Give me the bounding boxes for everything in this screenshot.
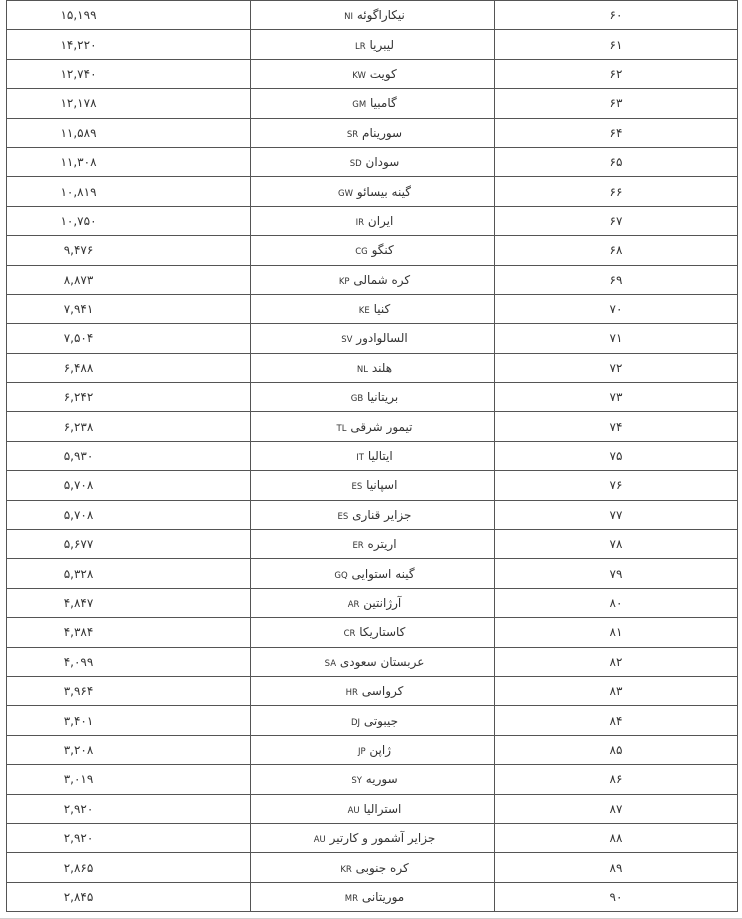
country-name: اسپانیا [366,478,398,493]
table-row [7,1,738,30]
rank-number: ۶۲ [609,66,623,81]
country-cell [251,177,495,206]
rank-cell [495,265,738,294]
country-code: CR [343,629,356,640]
value-text: ۱۲,۱۷۸ [60,96,97,111]
country-code: GW [338,188,354,199]
country-code: NL [356,364,369,375]
value-cell [7,588,251,617]
table-row [7,118,738,147]
table-row [7,471,738,500]
rank-number: ۶۶ [609,184,623,199]
country-code: GQ [334,570,348,581]
rank-cell [495,412,738,441]
rank-cell [495,206,738,235]
country-cell [251,530,495,559]
country-cell [251,500,495,529]
value-text: ۳,۹۶۴ [63,684,94,699]
rank-cell [495,471,738,500]
country-cell [251,559,495,588]
value-cell [7,882,251,911]
rank-number: ۶۳ [609,96,623,111]
value-cell [7,177,251,206]
value-cell [7,441,251,470]
rank-number: ۸۲ [609,654,623,669]
value-text: ۱۴,۲۲۰ [60,37,97,52]
rank-number: ۹۰ [609,889,623,904]
rank-cell [495,559,738,588]
value-text: ۷,۵۰۴ [63,331,94,346]
rank-number: ۶۵ [609,155,623,170]
country-code: SY [351,776,362,787]
country-cell [251,412,495,441]
country-name: تیمور شرقی [350,419,413,434]
value-text: ۶,۲۳۸ [63,419,94,434]
value-text: ۴,۰۹۹ [63,654,94,669]
country-code: LR [355,41,366,52]
data-table-container [6,0,737,912]
country-name: کره جنوبی [355,860,409,875]
rank-number: ۸۷ [609,801,623,816]
country-code: ER [352,541,364,552]
value-cell [7,823,251,852]
rank-number: ۷۵ [609,449,623,464]
rank-cell [495,618,738,647]
table-row [7,706,738,735]
table-row [7,559,738,588]
rank-cell [495,530,738,559]
rank-cell [495,118,738,147]
rank-number: ۶۹ [609,272,623,287]
country-code: SR [346,129,359,140]
rank-cell [495,676,738,705]
country-code: AU [347,805,360,816]
country-name: کنگو [371,243,394,258]
rank-cell [495,383,738,412]
country-code: ES [351,482,363,493]
value-cell [7,89,251,118]
rank-cell [495,706,738,735]
country-code: ES [337,511,349,522]
table-row [7,30,738,59]
table-row [7,500,738,529]
rank-number: ۷۸ [609,537,623,552]
value-cell [7,735,251,764]
country-cell [251,735,495,764]
rank-number: ۶۰ [609,8,623,23]
value-text: ۵,۳۲۸ [63,566,94,581]
value-text: ۵,۶۷۷ [63,537,94,552]
value-text: ۲,۸۴۵ [63,889,94,904]
country-name: ژاپن [369,742,392,757]
table-row [7,530,738,559]
value-text: ۴,۳۸۴ [63,625,94,640]
country-code: IT [356,453,364,464]
rank-number: ۷۷ [609,507,623,522]
rank-number: ۸۳ [609,684,623,699]
value-text: ۲,۸۶۵ [63,860,94,875]
country-code: KW [352,70,366,81]
rank-number: ۸۰ [609,596,623,610]
rank-number: ۸۴ [609,713,623,728]
table-row [7,324,738,353]
country-cell [251,353,495,382]
value-text: ۲,۹۲۰ [63,801,94,816]
rank-cell [495,236,738,265]
country-cell [251,118,495,147]
country-name: گینه استوایی [351,566,415,581]
rank-cell [495,30,738,59]
country-cell [251,206,495,235]
country-code: GB [350,394,364,405]
table-row [7,59,738,88]
value-text: ۵,۹۳۰ [63,449,94,464]
value-text: ۴,۸۴۷ [63,596,94,610]
value-cell [7,500,251,529]
value-cell [7,59,251,88]
value-text: ۱۵,۱۹۹ [60,8,97,23]
country-code: SD [349,159,362,170]
rank-number: ۶۱ [609,37,623,52]
value-text: ۸,۸۷۳ [63,272,94,287]
country-name: هلند [371,360,393,375]
rank-cell [495,588,738,617]
country-cell [251,294,495,323]
rank-cell [495,500,738,529]
value-cell [7,294,251,323]
country-name: السالوادور [356,331,408,346]
country-name: لیبریا [369,37,394,52]
rank-number: ۸۵ [609,742,623,757]
table-row [7,647,738,676]
country-name: بریتانیا [367,390,399,405]
country-ranking-table [6,0,738,912]
country-name: ایران [367,213,394,228]
country-name: استرالیا [363,801,402,816]
country-code: GM [352,100,367,111]
rank-number: ۷۶ [609,478,623,493]
country-name: کاستاریکا [359,625,406,640]
value-cell [7,765,251,794]
value-text: ۵,۷۰۸ [63,478,94,493]
country-cell [251,59,495,88]
country-name: کرواسی [361,684,404,699]
table-row [7,765,738,794]
country-cell [251,236,495,265]
country-name: نیکاراگوئه [356,8,405,23]
rank-number: ۶۸ [609,243,623,258]
value-cell [7,530,251,559]
rank-number: ۸۹ [609,860,623,875]
rank-cell [495,735,738,764]
value-cell [7,206,251,235]
country-code: MR [344,893,359,904]
rank-number: ۷۲ [609,360,623,375]
country-code: KP [338,276,350,287]
table-row [7,412,738,441]
table-row [7,618,738,647]
table-row [7,294,738,323]
country-name: کره شمالی [353,272,411,287]
country-code: SA [324,658,337,669]
value-cell [7,353,251,382]
rank-number: ۸۶ [609,772,623,787]
country-name: سودان [365,155,400,170]
country-cell [251,882,495,911]
country-name: آرژانتین [363,596,402,610]
value-text: ۵,۷۰۸ [63,507,94,522]
value-text: ۶,۴۸۸ [63,360,94,375]
country-code: KE [358,306,370,317]
value-cell [7,706,251,735]
table-row [7,147,738,176]
value-text: ۱۲,۷۴۰ [60,66,97,81]
value-cell [7,265,251,294]
table-row [7,735,738,764]
table-row [7,89,738,118]
rank-cell [495,59,738,88]
country-cell [251,265,495,294]
table-row [7,353,738,382]
country-cell [251,618,495,647]
value-text: ۱۰,۸۱۹ [60,184,97,199]
table-row [7,383,738,412]
country-name: سورینام [362,125,403,140]
rank-number: ۷۴ [609,419,623,434]
rank-number: ۷۱ [609,331,623,346]
value-cell [7,647,251,676]
rank-number: ۸۸ [609,831,623,846]
country-cell [251,471,495,500]
rank-cell [495,441,738,470]
country-name: گینه بیسائو [356,184,411,199]
table-body [7,1,738,912]
value-cell [7,471,251,500]
table-row [7,882,738,911]
value-text: ۳,۲۰۸ [63,742,94,757]
country-code: DJ [350,717,361,728]
country-name: ایتالیا [367,449,393,464]
country-code: SV [341,335,353,346]
rank-cell [495,294,738,323]
value-cell [7,618,251,647]
value-cell [7,676,251,705]
value-text: ۳,۰۱۹ [63,772,94,787]
rank-cell [495,353,738,382]
value-cell [7,30,251,59]
rank-cell [495,177,738,206]
country-name: کنیا [373,302,391,317]
rank-cell [495,147,738,176]
rank-cell [495,823,738,852]
rank-cell [495,882,738,911]
country-cell [251,383,495,412]
value-cell [7,1,251,30]
country-name: سوریه [365,772,398,787]
table-row [7,853,738,882]
country-name: جزایر قناری [352,507,412,522]
country-name: کویت [369,66,397,81]
rank-cell [495,853,738,882]
rank-number: ۸۱ [609,625,623,640]
country-code: HR [345,688,358,699]
table-row [7,236,738,265]
country-code: AR [347,600,360,610]
value-cell [7,324,251,353]
country-cell [251,823,495,852]
table-row [7,588,738,617]
country-name: موریتانی [361,889,405,904]
value-text: ۷,۹۴۱ [63,302,94,317]
value-cell [7,118,251,147]
country-code: CG [355,247,368,258]
country-name: جزایر آشمور و کارتیر [329,831,436,846]
rank-number: ۶۴ [609,125,623,140]
country-cell [251,1,495,30]
country-cell [251,765,495,794]
country-name: جیبوتی [363,713,399,728]
country-cell [251,706,495,735]
country-code: AU [313,835,326,846]
table-row [7,676,738,705]
value-cell [7,236,251,265]
rank-cell [495,89,738,118]
country-cell [251,30,495,59]
rank-cell [495,794,738,823]
value-cell [7,412,251,441]
rank-number: ۷۳ [609,390,623,405]
value-text: ۱۱,۳۰۸ [60,155,97,170]
value-cell [7,147,251,176]
value-text: ۱۰,۷۵۰ [60,213,97,228]
country-name: اریتره [367,537,397,552]
rank-number: ۷۹ [609,566,623,581]
value-cell [7,383,251,412]
value-cell [7,794,251,823]
table-row [7,823,738,852]
country-cell [251,794,495,823]
table-row [7,206,738,235]
rank-number: ۷۰ [609,302,623,317]
table-row [7,265,738,294]
table-row [7,441,738,470]
country-cell [251,647,495,676]
rank-cell [495,1,738,30]
table-row [7,794,738,823]
value-text: ۹,۴۷۶ [63,243,94,258]
country-name: عربستان سعودی [339,654,425,669]
country-cell [251,441,495,470]
table-row [7,177,738,206]
value-cell [7,853,251,882]
value-text: ۶,۲۴۲ [63,390,94,405]
country-cell [251,853,495,882]
country-code: IR [355,217,365,228]
country-cell [251,147,495,176]
country-cell [251,588,495,617]
rank-cell [495,765,738,794]
country-code: NI [344,12,353,23]
country-cell [251,676,495,705]
country-name: گامبیا [370,96,397,111]
value-text: ۲,۹۲۰ [63,831,94,846]
country-code: TL [336,423,347,434]
rank-number: ۶۷ [609,213,623,228]
rank-cell [495,324,738,353]
country-code: JP [357,746,366,757]
rank-cell [495,647,738,676]
country-code: KR [340,864,352,875]
value-text: ۳,۴۰۱ [63,713,94,728]
country-cell [251,89,495,118]
value-text: ۱۱,۵۸۹ [60,125,97,140]
country-cell [251,324,495,353]
value-cell [7,559,251,588]
